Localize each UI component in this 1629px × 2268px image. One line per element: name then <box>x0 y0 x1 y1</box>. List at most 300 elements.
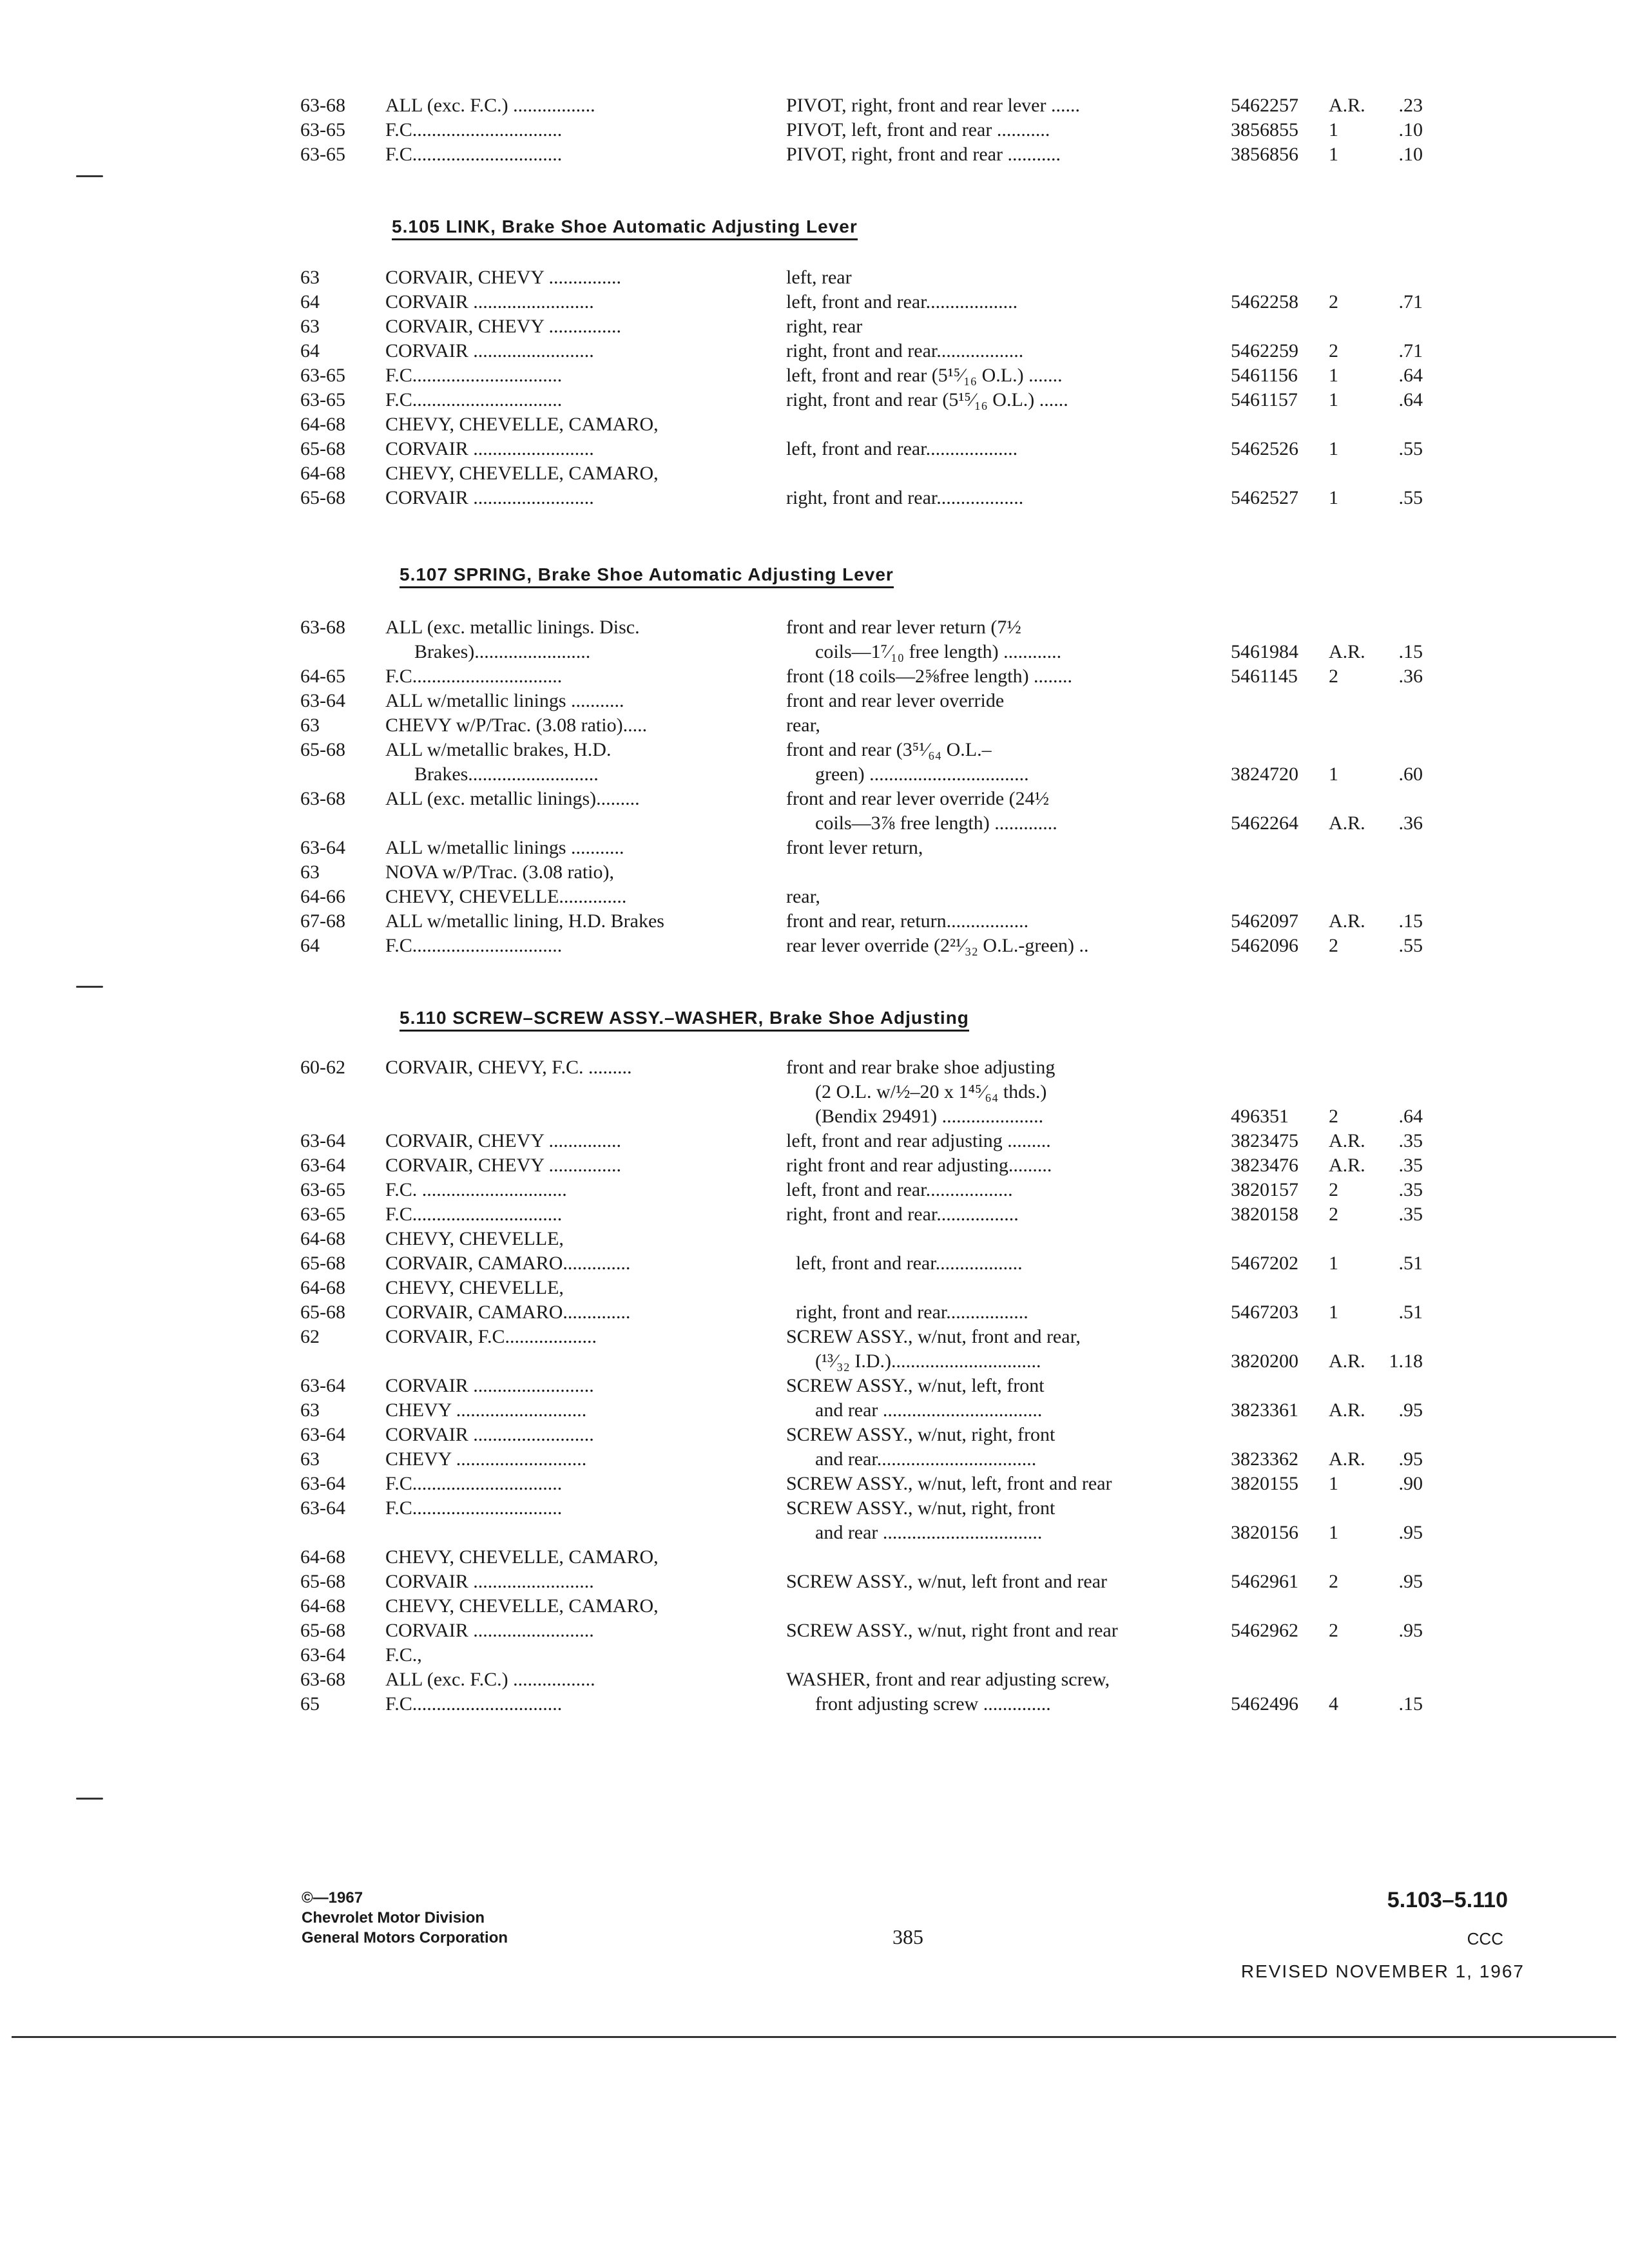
table-row <box>0 836 1629 860</box>
description: front (18 coils—2⅝free length) ........ <box>786 666 1073 687</box>
table-row <box>0 1423 1629 1447</box>
application: CHEVY, CHEVELLE, <box>385 1277 564 1298</box>
year-range: 62 <box>300 1326 320 1347</box>
margin-mark <box>76 175 103 177</box>
section-header-5-107: 5.107 SPRING, Brake Shoe Automatic Adjusting Lever <box>400 564 894 588</box>
table-row <box>0 787 1629 811</box>
application: F.C............................... <box>385 119 563 140</box>
table-row <box>0 1472 1629 1496</box>
copyright: ©—1967 <box>302 1889 363 1907</box>
part-number: 5462264 <box>1231 812 1298 834</box>
application: ALL (exc. metallic linings)......... <box>385 788 640 809</box>
table-row <box>0 1300 1629 1325</box>
price: .10 <box>1398 144 1423 165</box>
part-number: 5462257 <box>1231 95 1298 116</box>
description: left, front and rear................... <box>786 438 1018 459</box>
application: CHEVY, CHEVELLE, <box>385 1228 564 1249</box>
description: right, front and rear (5¹⁵⁄₁₆ O.L.) ...... <box>786 389 1068 410</box>
price: .36 <box>1398 666 1423 687</box>
quantity: 2 <box>1329 666 1338 687</box>
table-row <box>0 1080 1629 1104</box>
application: CORVAIR, F.C................... <box>385 1326 597 1347</box>
year-range: 63-64 <box>300 1497 345 1519</box>
table-row <box>0 388 1629 412</box>
part-number: 5461145 <box>1231 666 1298 687</box>
part-number: 496351 <box>1231 1106 1289 1127</box>
section-range: 5.103–5.110 <box>1387 1888 1508 1912</box>
quantity: 2 <box>1329 1179 1338 1200</box>
table-row <box>0 1496 1629 1521</box>
application: F.C............................... <box>385 144 563 165</box>
year-range: 63-65 <box>300 119 345 140</box>
description: right, front and rear.................. <box>786 340 1024 361</box>
table-row <box>0 1667 1629 1692</box>
quantity: 1 <box>1329 1522 1338 1543</box>
table-row <box>0 1178 1629 1202</box>
year-range: 63-68 <box>300 788 345 809</box>
table-row <box>0 314 1629 339</box>
table-row <box>0 1594 1629 1619</box>
year-range: 65-68 <box>300 1571 345 1592</box>
application: F.C............................... <box>385 1497 563 1519</box>
revision-date: REVISED NOVEMBER 1, 1967 <box>1240 1961 1525 1981</box>
description: left, front and rear adjusting ......... <box>786 1130 1051 1151</box>
price: .64 <box>1398 389 1423 410</box>
application: CHEVY, CHEVELLE, CAMARO, <box>385 414 659 435</box>
application: CHEVY, CHEVELLE, CAMARO, <box>385 1595 659 1617</box>
description: rear, <box>786 886 820 907</box>
application: CHEVY, CHEVELLE, CAMARO, <box>385 463 659 484</box>
table-row <box>0 363 1629 388</box>
year-range: 65 <box>300 1693 320 1715</box>
quantity: 2 <box>1329 1620 1338 1641</box>
section-5-105-rows <box>0 265 1629 510</box>
price: .35 <box>1398 1155 1423 1176</box>
part-number: 5462258 <box>1231 291 1298 312</box>
year-range: 64-68 <box>300 1546 345 1568</box>
application: CORVAIR ......................... <box>385 340 594 361</box>
description: left, front and rear.................. <box>786 1253 1023 1274</box>
year-range: 63-65 <box>300 1179 345 1200</box>
description: SCREW ASSY., w/nut, left, front and rear <box>786 1473 1112 1494</box>
price: .51 <box>1398 1302 1423 1323</box>
table-row <box>0 640 1629 664</box>
table-row <box>0 486 1629 510</box>
description: right, front and rear................. <box>786 1204 1019 1225</box>
quantity: 1 <box>1329 1253 1338 1274</box>
year-range: 65-68 <box>300 1253 345 1274</box>
application: F.C............................... <box>385 1204 563 1225</box>
part-number: 5467202 <box>1231 1253 1298 1274</box>
table-row <box>0 934 1629 958</box>
year-range: 64-68 <box>300 1228 345 1249</box>
year-range: 63 <box>300 316 320 337</box>
price: .71 <box>1398 291 1423 312</box>
table-row <box>0 1325 1629 1349</box>
quantity: A.R. <box>1329 1448 1365 1470</box>
price: .55 <box>1398 487 1423 508</box>
year-range: 63-64 <box>300 1424 345 1445</box>
table-row <box>0 1153 1629 1178</box>
description: right, front and rear................. <box>786 1302 1028 1323</box>
part-number: 3820200 <box>1231 1350 1298 1372</box>
quantity: A.R. <box>1329 641 1365 662</box>
year-range: 64-65 <box>300 666 345 687</box>
application: CORVAIR, CAMARO.............. <box>385 1302 631 1323</box>
price: .95 <box>1398 1399 1423 1421</box>
margin-mark <box>76 986 103 988</box>
part-number: 3823475 <box>1231 1130 1298 1151</box>
part-number: 5461157 <box>1231 389 1298 410</box>
table-row <box>0 909 1629 934</box>
year-range: 63 <box>300 715 320 736</box>
price: .23 <box>1398 95 1423 116</box>
price: .95 <box>1398 1620 1423 1641</box>
description: green) ................................. <box>786 764 1029 785</box>
year-range: 64 <box>300 291 320 312</box>
year-range: 63 <box>300 1448 320 1470</box>
table-row <box>0 713 1629 738</box>
year-range: 65-68 <box>300 739 345 760</box>
table-row <box>0 290 1629 314</box>
year-range: 63-65 <box>300 365 345 386</box>
table-row <box>0 860 1629 885</box>
description: front and rear, return................. <box>786 910 1029 932</box>
division-name: Chevrolet Motor Division <box>302 1909 485 1927</box>
description: front and rear lever override (24½ <box>786 788 1050 809</box>
quantity: 2 <box>1329 1204 1338 1225</box>
year-range: 65-68 <box>300 487 345 508</box>
description: PIVOT, right, front and rear lever ...... <box>786 95 1080 116</box>
table-row <box>0 1619 1629 1643</box>
part-number: 5462961 <box>1231 1571 1298 1592</box>
table-row <box>0 1447 1629 1472</box>
table-row <box>0 93 1629 118</box>
description: SCREW ASSY., w/nut, right, front <box>786 1424 1055 1445</box>
quantity: 2 <box>1329 340 1338 361</box>
description: PIVOT, left, front and rear ........... <box>786 119 1050 140</box>
table-row <box>0 339 1629 363</box>
table-row <box>0 1643 1629 1667</box>
application: CHEVY ........................... <box>385 1399 587 1421</box>
section-header-5-105: 5.105 LINK, Brake Shoe Automatic Adjusting Lever <box>392 216 858 240</box>
quantity: A.R. <box>1329 1399 1365 1421</box>
part-number: 3823476 <box>1231 1155 1298 1176</box>
description: and rear................................. <box>786 1448 1037 1470</box>
table-row <box>0 1251 1629 1276</box>
description: and rear ................................. <box>786 1522 1043 1543</box>
year-range: 63-64 <box>300 1155 345 1176</box>
description: front lever return, <box>786 837 923 858</box>
application: ALL w/metallic lining, H.D. Brakes <box>385 910 664 932</box>
part-number: 5462096 <box>1231 935 1298 956</box>
description: rear, <box>786 715 820 736</box>
part-number: 5462526 <box>1231 438 1298 459</box>
application: CORVAIR ......................... <box>385 487 594 508</box>
application: F.C............................... <box>385 1693 563 1715</box>
price: 1.18 <box>1389 1350 1423 1372</box>
quantity: A.R. <box>1329 910 1365 932</box>
application: F.C............................... <box>385 935 563 956</box>
application: ALL w/metallic linings ........... <box>385 690 624 711</box>
description: SCREW ASSY., w/nut, left front and rear <box>786 1571 1108 1592</box>
application: F.C............................... <box>385 389 563 410</box>
quantity: 1 <box>1329 144 1338 165</box>
application: CORVAIR ......................... <box>385 1571 594 1592</box>
year-range: 63-64 <box>300 837 345 858</box>
part-number: 3820156 <box>1231 1522 1298 1543</box>
price: .64 <box>1398 365 1423 386</box>
application: ALL (exc. F.C.) ................. <box>385 1669 595 1690</box>
description: left, front and rear (5¹⁵⁄₁₆ O.L.) ....... <box>786 365 1063 386</box>
top-rows <box>0 93 1629 167</box>
year-range: 63-65 <box>300 389 345 410</box>
section-5-107-rows <box>0 615 1629 958</box>
description: right, rear <box>786 316 863 337</box>
quantity: A.R. <box>1329 1130 1365 1151</box>
year-range: 60-62 <box>300 1057 345 1078</box>
year-range: 63-64 <box>300 1375 345 1396</box>
quantity: 1 <box>1329 365 1338 386</box>
application: ALL w/metallic brakes, H.D. <box>385 739 612 760</box>
year-range: 63-68 <box>300 95 345 116</box>
part-number: 3823362 <box>1231 1448 1298 1470</box>
price: .95 <box>1398 1522 1423 1543</box>
application: Brakes)........................ <box>385 641 591 662</box>
price: .90 <box>1398 1473 1423 1494</box>
part-number: 3820157 <box>1231 1179 1298 1200</box>
table-row <box>0 1521 1629 1545</box>
quantity: 1 <box>1329 1473 1338 1494</box>
part-number: 5462496 <box>1231 1693 1298 1715</box>
table-row <box>0 1570 1629 1594</box>
table-row <box>0 1227 1629 1251</box>
part-number: 5462962 <box>1231 1620 1298 1641</box>
description: coils—1⁷⁄₁₀ free length) ............ <box>786 641 1062 662</box>
quantity: A.R. <box>1329 1350 1365 1372</box>
table-row <box>0 1276 1629 1300</box>
corporation-name: General Motors Corporation <box>302 1929 508 1946</box>
description: and rear ................................. <box>786 1399 1043 1421</box>
application: CHEVY, CHEVELLE.............. <box>385 886 627 907</box>
price: .15 <box>1398 641 1423 662</box>
part-number: 3823361 <box>1231 1399 1298 1421</box>
table-row <box>0 1374 1629 1398</box>
year-range: 63-64 <box>300 1473 345 1494</box>
application: CORVAIR ......................... <box>385 1375 594 1396</box>
year-range: 67-68 <box>300 910 345 932</box>
application: CORVAIR ......................... <box>385 1424 594 1445</box>
part-number: 5467203 <box>1231 1302 1298 1323</box>
part-number: 3856856 <box>1231 144 1298 165</box>
description: front adjusting screw .............. <box>786 1693 1051 1715</box>
table-row <box>0 615 1629 640</box>
description: SCREW ASSY., w/nut, right front and rear <box>786 1620 1118 1641</box>
catalog-code: CCC <box>1467 1929 1503 1948</box>
table-row <box>0 885 1629 909</box>
part-number: 5461984 <box>1231 641 1298 662</box>
price: .95 <box>1398 1571 1423 1592</box>
application: F.C............................... <box>385 365 563 386</box>
description: left, rear <box>786 267 852 288</box>
application: ALL (exc. F.C.) ................. <box>385 95 595 116</box>
quantity: 2 <box>1329 1571 1338 1592</box>
price: .35 <box>1398 1179 1423 1200</box>
application: CORVAIR, CAMARO.............. <box>385 1253 631 1274</box>
application: F.C............................... <box>385 1473 563 1494</box>
year-range: 65-68 <box>300 1620 345 1641</box>
year-range: 63 <box>300 267 320 288</box>
year-range: 65-68 <box>300 1302 345 1323</box>
quantity: 1 <box>1329 119 1338 140</box>
quantity: 1 <box>1329 438 1338 459</box>
table-row <box>0 1692 1629 1716</box>
table-row <box>0 118 1629 142</box>
price: .51 <box>1398 1253 1423 1274</box>
quantity: A.R. <box>1329 812 1365 834</box>
description: (¹³⁄₃₂ I.D.)............................... <box>786 1350 1041 1372</box>
section-header-5-110: 5.110 SCREW–SCREW ASSY.–WASHER, Brake Shoe Adjusting <box>400 1008 969 1032</box>
table-row <box>0 1349 1629 1374</box>
table-row <box>0 412 1629 437</box>
application: CORVAIR ......................... <box>385 291 594 312</box>
price: .55 <box>1398 935 1423 956</box>
year-range: 63-65 <box>300 1204 345 1225</box>
quantity: A.R. <box>1329 95 1365 116</box>
price: .60 <box>1398 764 1423 785</box>
quantity: 1 <box>1329 1302 1338 1323</box>
table-row <box>0 664 1629 689</box>
part-number: 3820155 <box>1231 1473 1298 1494</box>
year-range: 63-64 <box>300 690 345 711</box>
table-row <box>0 1202 1629 1227</box>
description: left, front and rear.................. <box>786 1179 1013 1200</box>
table-row <box>0 689 1629 713</box>
table-row <box>0 1129 1629 1153</box>
year-range: 63 <box>300 1399 320 1421</box>
description: SCREW ASSY., w/nut, left, front <box>786 1375 1045 1396</box>
description: front and rear (3⁵¹⁄₆₄ O.L.– <box>786 739 992 760</box>
price: .15 <box>1398 1693 1423 1715</box>
bottom-rule <box>12 2036 1616 2038</box>
part-number: 5462527 <box>1231 487 1298 508</box>
year-range: 63-65 <box>300 144 345 165</box>
application: ALL (exc. metallic linings. Disc. <box>385 617 640 638</box>
part-number: 3824720 <box>1231 764 1298 785</box>
year-range: 65-68 <box>300 438 345 459</box>
part-number: 5462259 <box>1231 340 1298 361</box>
year-range: 64-68 <box>300 1595 345 1617</box>
publisher-credit <box>302 1888 508 1948</box>
application: CORVAIR ......................... <box>385 438 594 459</box>
application: F.C. .............................. <box>385 1179 567 1200</box>
price: .95 <box>1398 1448 1423 1470</box>
table-row <box>0 1104 1629 1129</box>
description: WASHER, front and rear adjusting screw, <box>786 1669 1110 1690</box>
price: .55 <box>1398 438 1423 459</box>
page-number: 385 <box>892 1925 923 1948</box>
year-range: 63 <box>300 861 320 883</box>
application: CHEVY, CHEVELLE, CAMARO, <box>385 1546 659 1568</box>
quantity: 4 <box>1329 1693 1338 1715</box>
description: (2 O.L. w/½–20 x 1⁴⁵⁄₆₄ thds.) <box>786 1081 1047 1102</box>
application: CORVAIR, CHEVY ............... <box>385 267 621 288</box>
year-range: 63-64 <box>300 1644 345 1666</box>
quantity: 1 <box>1329 487 1338 508</box>
description: right front and rear adjusting......... <box>786 1155 1052 1176</box>
application: ALL w/metallic linings ........... <box>385 837 624 858</box>
quantity: 1 <box>1329 764 1338 785</box>
part-number: 5461156 <box>1231 365 1298 386</box>
price: .64 <box>1398 1106 1423 1127</box>
price: .35 <box>1398 1130 1423 1151</box>
description: left, front and rear................... <box>786 291 1018 312</box>
quantity: 2 <box>1329 1106 1338 1127</box>
part-number: 3820158 <box>1231 1204 1298 1225</box>
table-row <box>0 1055 1629 1080</box>
year-range: 64-66 <box>300 886 345 907</box>
price: .36 <box>1398 812 1423 834</box>
table-row <box>0 762 1629 787</box>
application: CORVAIR ......................... <box>385 1620 594 1641</box>
price: .35 <box>1398 1204 1423 1225</box>
application: NOVA w/P/Trac. (3.08 ratio), <box>385 861 615 883</box>
description: front and rear lever return (7½ <box>786 617 1021 638</box>
year-range: 64 <box>300 935 320 956</box>
table-row <box>0 461 1629 486</box>
table-row <box>0 811 1629 836</box>
table-row <box>0 265 1629 290</box>
application: CORVAIR, CHEVY ............... <box>385 1130 621 1151</box>
table-row <box>0 738 1629 762</box>
description: rear lever override (2²¹⁄₃₂ O.L.-green) .. <box>786 935 1089 956</box>
year-range: 64 <box>300 340 320 361</box>
description: front and rear lever override <box>786 690 1005 711</box>
year-range: 63-68 <box>300 617 345 638</box>
part-number: 3856855 <box>1231 119 1298 140</box>
price: .71 <box>1398 340 1423 361</box>
application: CHEVY w/P/Trac. (3.08 ratio)..... <box>385 715 648 736</box>
year-range: 64-68 <box>300 463 345 484</box>
section-5-110-rows <box>0 1055 1629 1716</box>
description: (Bendix 29491) ..................... <box>786 1106 1044 1127</box>
application: CORVAIR, CHEVY ............... <box>385 1155 621 1176</box>
margin-mark <box>76 1798 103 1800</box>
price: .10 <box>1398 119 1423 140</box>
year-range: 64-68 <box>300 414 345 435</box>
table-row <box>0 437 1629 461</box>
description: coils—3⅞ free length) ............. <box>786 812 1057 834</box>
table-row <box>0 1398 1629 1423</box>
table-row <box>0 142 1629 167</box>
year-range: 63-68 <box>300 1669 345 1690</box>
quantity: A.R. <box>1329 1155 1365 1176</box>
price: .15 <box>1398 910 1423 932</box>
year-range: 64-68 <box>300 1277 345 1298</box>
application: F.C., <box>385 1644 422 1666</box>
quantity: 2 <box>1329 935 1338 956</box>
application: CHEVY ........................... <box>385 1448 587 1470</box>
description: SCREW ASSY., w/nut, front and rear, <box>786 1326 1081 1347</box>
description: PIVOT, right, front and rear ........... <box>786 144 1061 165</box>
application: CORVAIR, CHEVY, F.C. ......... <box>385 1057 632 1078</box>
year-range: 63-64 <box>300 1130 345 1151</box>
application: CORVAIR, CHEVY ............... <box>385 316 621 337</box>
description: right, front and rear.................. <box>786 487 1024 508</box>
quantity: 1 <box>1329 389 1338 410</box>
application: F.C............................... <box>385 666 563 687</box>
application: Brakes........................... <box>385 764 599 785</box>
